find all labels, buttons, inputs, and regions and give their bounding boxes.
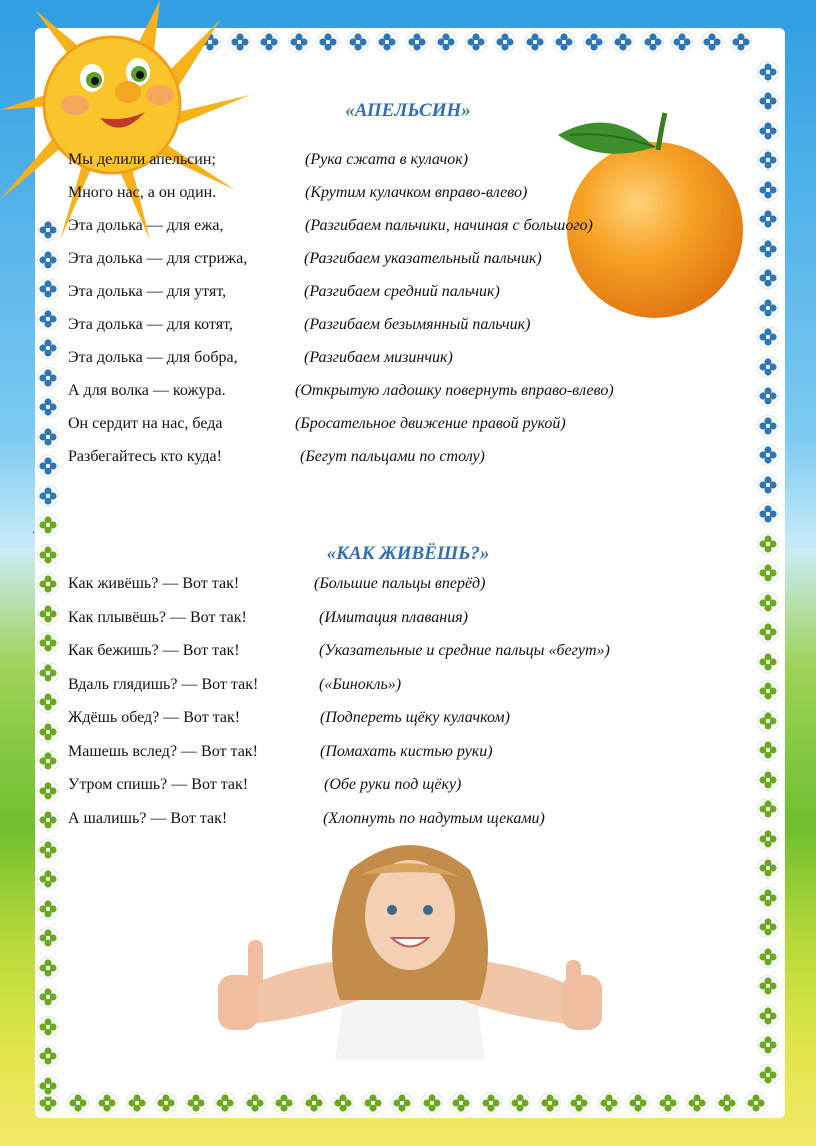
- border-flower-icon: [757, 444, 779, 466]
- border-flower-icon: [37, 721, 59, 743]
- border-flower-icon: [524, 31, 546, 53]
- border-flower-icon: [303, 1092, 325, 1114]
- border-flower-icon: [37, 396, 59, 418]
- border-flower-icon: [757, 385, 779, 407]
- section2-title: «КАК ЖИВЁШЬ?»: [326, 543, 490, 564]
- border-flower-icon: [37, 750, 59, 772]
- border-flower-icon: [37, 986, 59, 1008]
- border-flower-icon: [757, 562, 779, 584]
- border-flower-icon: [612, 31, 634, 53]
- border-flower-icon: [757, 916, 779, 938]
- border-flower-icon: [757, 1005, 779, 1027]
- orange-icon: [540, 95, 750, 320]
- action-text: (Хлопнуть по надутым щеками): [323, 809, 545, 827]
- border-flower-icon: [757, 149, 779, 171]
- girl-thumbs-up-photo: [200, 830, 620, 1060]
- border-flower-icon: [686, 1092, 708, 1114]
- border-flower-icon: [671, 31, 693, 53]
- border-flower-icon: [757, 503, 779, 525]
- verse-text: Эта долька — для бобра,: [68, 349, 238, 366]
- border-flower-icon: [37, 603, 59, 625]
- border-flower-icon: [757, 621, 779, 643]
- border-flower-icon: [421, 1092, 443, 1114]
- border-flower-icon: [450, 1092, 472, 1114]
- verse-text: Он сердит на нас, беда: [68, 415, 223, 432]
- verse-text: Утром спишь? — Вот так!: [68, 776, 249, 793]
- border-flower-icon: [757, 474, 779, 496]
- border-flower-icon: [553, 31, 575, 53]
- border-flower-icon: [37, 426, 59, 448]
- action-text: (Имитация плавания): [319, 608, 468, 626]
- verse-text: Машешь вслед? — Вот так!: [68, 742, 258, 760]
- border-flower-icon: [539, 1092, 561, 1114]
- border-flower-icon: [657, 1092, 679, 1114]
- action-text: (Открытую ладошку повернуть вправо-влево): [295, 382, 614, 399]
- border-flower-icon: [362, 1092, 384, 1114]
- border-flower-icon: [465, 31, 487, 53]
- border-flower-icon: [757, 680, 779, 702]
- border-flower-icon: [757, 120, 779, 142]
- sun-icon: [0, 0, 250, 250]
- action-text: (Обе руки под щёку): [324, 776, 462, 793]
- border-flower-icon: [37, 632, 59, 654]
- border-flower-icon: [37, 957, 59, 979]
- border-flower-icon: [757, 975, 779, 997]
- border-flower-icon: [155, 1092, 177, 1114]
- border-flower-icon: [273, 1092, 295, 1114]
- border-flower-icon: [347, 31, 369, 53]
- border-flower-icon: [757, 739, 779, 761]
- action-text: (Разгибаем мизинчик): [304, 349, 453, 366]
- border-flower-icon: [757, 61, 779, 83]
- border-flower-icon: [757, 297, 779, 319]
- border-flower-icon: [244, 1092, 266, 1114]
- border-flower-icon: [494, 31, 516, 53]
- border-flower-icon: [37, 573, 59, 595]
- border-flower-icon: [757, 326, 779, 348]
- border-flower-icon: [37, 691, 59, 713]
- verse-text: Как бежишь? — Вот так!: [68, 642, 240, 659]
- border-flower-icon: [258, 31, 280, 53]
- verse-text: А шалишь? — Вот так!: [68, 809, 228, 827]
- border-flower-icon: [701, 31, 723, 53]
- border-flower-icon: [757, 208, 779, 230]
- border-flower-icon: [376, 31, 398, 53]
- action-text: (Разгибаем безымянный пальчик): [304, 316, 531, 333]
- border-flower-icon: [214, 1092, 236, 1114]
- verse-text: Эта долька — для котят,: [68, 316, 233, 333]
- verse-text: Эта долька — для стрижа,: [68, 250, 248, 267]
- verse-text: Как живёшь? — Вот так!: [68, 575, 240, 592]
- border-flower-icon: [37, 514, 59, 536]
- border-flower-icon: [37, 337, 59, 359]
- action-text: (Рука сжата в кулачок): [305, 151, 469, 168]
- border-flower-icon: [480, 1092, 502, 1114]
- border-flower-icon: [37, 809, 59, 831]
- border-flower-icon: [757, 1064, 779, 1086]
- border-flower-icon: [37, 839, 59, 861]
- border-flower-icon: [757, 828, 779, 850]
- border-flower-icon: [435, 31, 457, 53]
- action-text: (Разгибаем пальчики, начиная с большого): [305, 217, 593, 234]
- border-flower-icon: [598, 1092, 620, 1114]
- action-text: (Помахать кистью руки): [320, 742, 493, 760]
- action-text: (Бегут пальцами по столу): [300, 448, 485, 465]
- border-flower-icon: [332, 1092, 354, 1114]
- action-text: (Крутим кулачком вправо-влево): [305, 184, 528, 201]
- border-flower-icon: [406, 31, 428, 53]
- border-flower-icon: [37, 249, 59, 271]
- border-flower-icon: [509, 1092, 531, 1114]
- border-flower-icon: [757, 651, 779, 673]
- border-flower-icon: [757, 592, 779, 614]
- border-flower-icon: [288, 31, 310, 53]
- border-flower-icon: [37, 780, 59, 802]
- border-flower-icon: [757, 887, 779, 909]
- border-flower-icon: [67, 1092, 89, 1114]
- verse-text: Эта долька — для утят,: [68, 283, 227, 300]
- border-flower-icon: [37, 278, 59, 300]
- verse-text: А для волка — кожура.: [68, 382, 226, 399]
- border-flower-icon: [642, 31, 664, 53]
- border-flower-icon: [583, 31, 605, 53]
- stray-mark: .: [32, 522, 35, 536]
- border-flower-icon: [185, 1092, 207, 1114]
- border-flower-icon: [730, 31, 752, 53]
- border-flower-icon: [757, 356, 779, 378]
- action-text: (Бросательное движение правой рукой): [295, 415, 566, 432]
- verse-text: Мы делили апельсин;: [68, 151, 216, 168]
- section1-title: «АПЕЛЬСИН»: [345, 100, 471, 121]
- border-flower-icon: [37, 308, 59, 330]
- border-flower-icon: [37, 898, 59, 920]
- border-flower-icon: [757, 946, 779, 968]
- action-text: (Большие пальцы вперёд): [314, 575, 486, 592]
- border-flower-icon: [37, 367, 59, 389]
- border-flower-icon: [757, 238, 779, 260]
- border-flower-icon: [37, 662, 59, 684]
- verse-text: Разбегайтесь кто куда!: [68, 448, 222, 465]
- verse-text: Эта долька — для ежа,: [68, 217, 224, 234]
- action-text: («Бинокль»): [319, 675, 402, 693]
- border-flower-icon: [757, 857, 779, 879]
- border-flower-icon: [757, 769, 779, 791]
- border-flower-icon: [757, 710, 779, 732]
- border-flower-icon: [317, 31, 339, 53]
- action-text: (Подпереть щёку кулачком): [320, 709, 510, 726]
- border-flower-icon: [96, 1092, 118, 1114]
- border-flower-icon: [126, 1092, 148, 1114]
- border-flower-icon: [568, 1092, 590, 1114]
- action-text: (Разгибаем указательный пальчик): [304, 250, 542, 267]
- verse-text: Вдаль глядишь? — Вот так!: [68, 675, 259, 693]
- border-flower-icon: [627, 1092, 649, 1114]
- border-flower-icon: [757, 179, 779, 201]
- border-flower-icon: [37, 455, 59, 477]
- action-text: (Указательные и средние пальцы «бегут»): [319, 642, 610, 659]
- border-flower-icon: [716, 1092, 738, 1114]
- border-flower-icon: [37, 927, 59, 949]
- verse-text: Много нас, а он один.: [68, 184, 217, 201]
- border-flower-icon: [37, 1045, 59, 1067]
- border-flower-icon: [757, 1034, 779, 1056]
- border-flower-icon: [37, 1075, 59, 1097]
- border-flower-icon: [757, 267, 779, 289]
- border-flower-icon: [37, 868, 59, 890]
- border-flower-icon: [391, 1092, 413, 1114]
- border-flower-icon: [757, 415, 779, 437]
- border-flower-icon: [745, 1092, 767, 1114]
- verse-text: Ждёшь обед? — Вот так!: [68, 709, 241, 726]
- border-flower-icon: [37, 485, 59, 507]
- border-flower-icon: [757, 798, 779, 820]
- border-flower-icon: [37, 1016, 59, 1038]
- verse-text: Как плывёшь? — Вот так!: [68, 608, 247, 626]
- action-text: (Разгибаем средний пальчик): [304, 283, 500, 300]
